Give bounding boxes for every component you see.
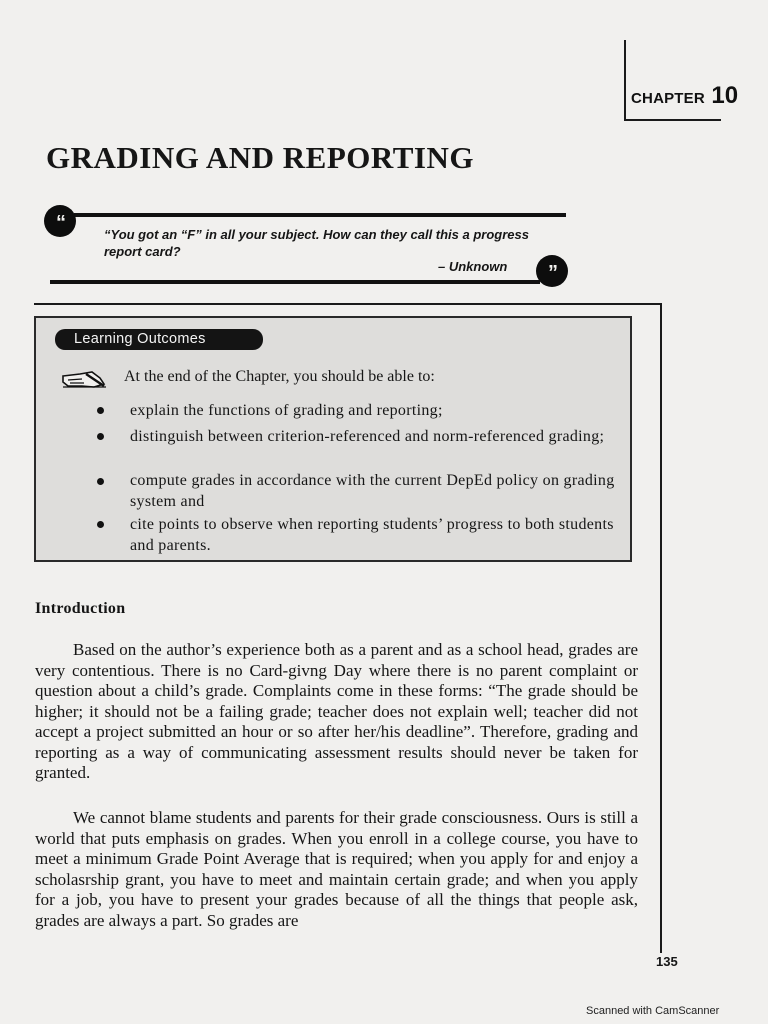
- close-quote-icon: ”: [536, 255, 568, 287]
- outcome-item: compute grades in accordance with the current DepEd policy on grading system and: [130, 472, 615, 510]
- chapter-label: [631, 82, 738, 110]
- chapter-word: CHAPTER: [631, 90, 705, 107]
- section-heading-introduction: Introduction: [35, 600, 126, 617]
- quote-bottom-rule: [50, 280, 540, 284]
- outcome-item: explain the functions of grading and reporting;: [130, 402, 443, 419]
- page-title: GRADING AND REPORTING: [46, 140, 474, 175]
- chapter-frame-horizontal-rule: [624, 119, 721, 121]
- quote-top-rule: [74, 213, 566, 217]
- bullet-dot: [97, 407, 104, 414]
- intro-paragraph: Based on the author’s experience both as a parent and as a school head, grades are very contentious. There is no Card-givng Day where there is no parent complaint or question about a child’s grade. Complaints come in these forms: “The grade should be higher; it should not be a failing grade; teacher does not explain well; teacher did not accept a project submitted an hour or so after her/his deadline”. Therefore, grading and reporting as a way of communicating assessment results should never be taken for granted.: [35, 640, 638, 782]
- outcome-item: distinguish between criterion-referenced and norm-referenced grading;: [130, 428, 605, 445]
- intro-paragraph: We cannot blame students and parents for their grade consciousness. Ours is still a world that puts emphasis on grades. When you enroll in a college course, you have to meet a minimum Grade Point Average that is required; when you apply for and enjoy a scholasrship grant, you have to meet and maintain certain grade; and when you apply for a job, you have to present your grades because of all the things that people ask, grades are always a part. So grades are: [35, 808, 638, 930]
- epigraph-author: – Unknown: [438, 259, 508, 274]
- bullet-dot: [97, 521, 104, 528]
- epigraph-quote: “You got an “F” in all your subject. How can they call this a progress report card?: [104, 227, 529, 259]
- scanner-watermark: Scanned with CamScanner: [586, 1005, 720, 1017]
- bullet-dot: [97, 433, 104, 440]
- bullet-dot: [97, 478, 104, 485]
- writing-hand-icon: [60, 368, 108, 390]
- learning-outcomes-label: Learning Outcomes: [55, 329, 263, 350]
- outcomes-intro: At the end of the Chapter, you should be able to:: [124, 368, 435, 385]
- content-frame-right-rule: [660, 303, 662, 953]
- open-quote-icon: “: [44, 205, 76, 237]
- page-number: 135: [656, 954, 678, 969]
- chapter-number: 10: [711, 82, 739, 109]
- chapter-frame-vertical-rule: [624, 40, 626, 120]
- outcome-item: cite points to observe when reporting students’ progress to both students and parents.: [130, 516, 614, 554]
- content-frame-top-rule: [34, 303, 662, 305]
